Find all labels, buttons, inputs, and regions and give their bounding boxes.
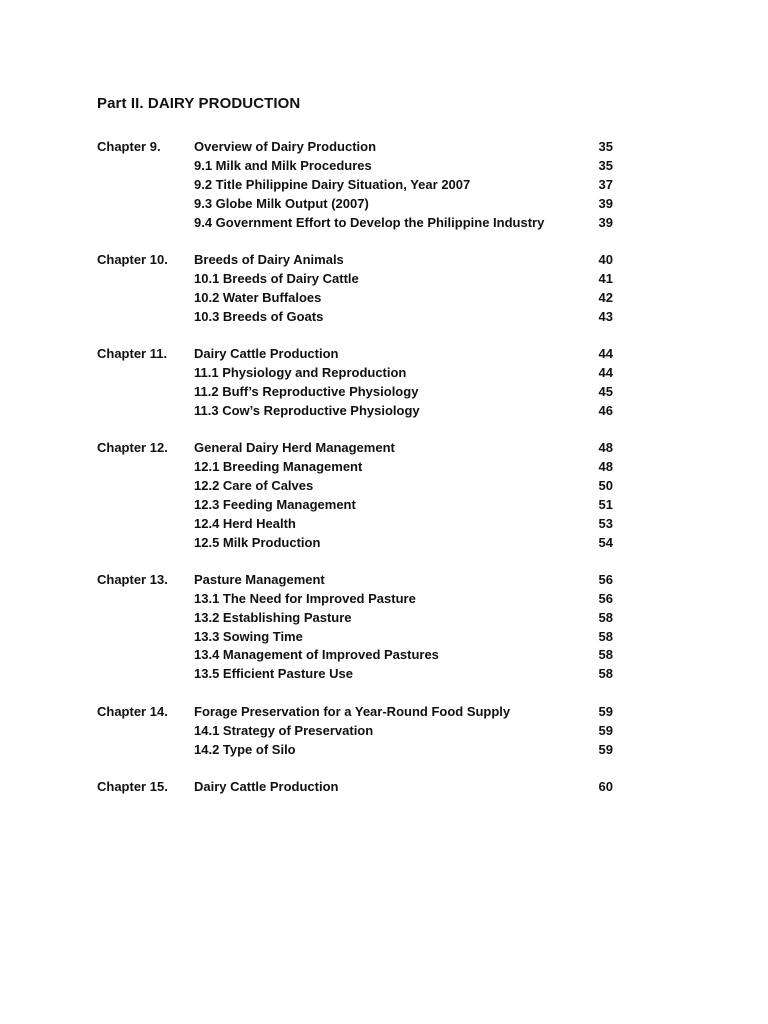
page-number: 35 [598,157,613,173]
section-row [97,477,617,496]
chapter-row [97,703,617,722]
section-row [97,308,617,327]
chapter-block [97,778,617,797]
chapter-title: Pasture Management [194,571,325,587]
chapter-title: Forage Preservation for a Year-Round Food Supply [194,703,511,719]
chapter-row [97,251,617,270]
page-number: 58 [598,609,613,625]
section-title: 13.2 Establishing Pasture [194,609,352,625]
page-number: 58 [598,628,613,644]
chapter-title: General Dairy Herd Management [194,440,395,456]
section-title: 13.1 The Need for Improved Pasture [194,590,416,606]
page-number: 40 [598,251,613,267]
section-title: 9.4 Government Effort to Develop the Philippine Industry [194,214,545,230]
section-row [97,214,617,233]
chapter-label: Chapter 12. [97,440,168,456]
page-number: 56 [598,590,613,606]
page-number: 43 [598,308,613,324]
section-row [97,270,617,289]
section-row [97,534,617,553]
page-number: 58 [598,647,613,663]
section-row [97,628,617,647]
chapter-label: Chapter 13. [97,571,168,587]
chapter-block [97,345,617,421]
section-title: 9.1 Milk and Milk Procedures [194,157,372,173]
chapter-row [97,138,617,157]
section-title: 12.2 Care of Calves [194,477,314,493]
page-number: 35 [598,139,613,154]
chapter-block [97,439,617,552]
page-number: 44 [598,346,613,362]
section-row [97,646,617,665]
section-title: 12.4 Herd Health [194,515,296,531]
chapter-title: Dairy Cattle Production [194,778,339,794]
section-row [97,289,617,308]
page-number: 51 [598,496,613,512]
section-title: 14.1 Strategy of Preservation [194,722,374,738]
page-number: 45 [598,383,613,399]
page-number: 39 [598,214,613,230]
chapter-title: Breeds of Dairy Animals [194,251,344,267]
chapter-label: Chapter 11. [97,346,168,362]
page-number: 48 [598,458,613,474]
section-title: 9.3 Globe Milk Output (2007) [194,195,369,211]
page-number: 53 [598,515,613,531]
chapter-label: Chapter 10. [97,251,168,267]
section-title: 12.5 Milk Production [194,534,321,550]
section-row [97,722,617,741]
section-row [97,609,617,628]
section-title: 10.1 Breeds of Dairy Cattle [194,270,359,286]
chapter-label: Chapter 14. [97,703,168,719]
chapter-row [97,439,617,458]
section-row [97,195,617,214]
section-row [97,402,617,421]
section-title: 14.2 Type of Silo [194,741,296,757]
chapter-block [97,251,617,327]
section-title: 13.4 Management of Improved Pastures [194,647,439,663]
section-row [97,496,617,515]
section-row [97,515,617,534]
section-row [97,665,617,684]
page-number: 50 [598,477,613,493]
chapter-row [97,778,617,797]
page-number: 56 [598,571,613,587]
page-number: 41 [598,270,613,286]
chapter-title: Overview of Dairy Production [194,139,377,154]
page-number: 60 [598,778,613,794]
section-title: 10.3 Breeds of Goats [194,308,324,324]
chapter-row [97,571,617,590]
page-number: 37 [598,176,613,192]
page-number: 44 [598,364,613,380]
part-title: Part II. DAIRY PRODUCTION [97,95,301,112]
section-title: 11.2 Buff’s Reproductive Physiology [194,383,419,399]
section-row [97,590,617,609]
section-row [97,458,617,477]
chapter-block [97,138,617,232]
section-row [97,157,617,176]
chapter-row [97,345,617,364]
section-title: 13.5 Efficient Pasture Use [194,666,353,682]
page-number: 48 [598,440,613,456]
page-number: 39 [598,195,613,211]
chapter-title: Dairy Cattle Production [194,346,339,362]
chapter-label: Chapter 9. [97,139,161,154]
page-number: 54 [598,534,613,550]
section-row [97,364,617,383]
page-number: 59 [598,722,613,738]
section-row [97,741,617,760]
section-title: 12.1 Breeding Management [194,458,363,474]
section-title: 11.3 Cow’s Reproductive Physiology [194,402,420,418]
section-row [97,176,617,195]
chapter-label: Chapter 15. [97,778,168,794]
page-number: 58 [598,666,613,682]
chapter-block [97,571,617,684]
section-title: 12.3 Feeding Management [194,496,356,512]
chapter-block [97,703,617,760]
section-title: 13.3 Sowing Time [194,628,303,644]
page-number: 59 [598,703,613,719]
section-title: 10.2 Water Buffaloes [194,289,322,305]
section-title: 9.2 Title Philippine Dairy Situation, Year 2007 [194,176,471,192]
table-of-contents [97,138,617,815]
section-title: 11.1 Physiology and Reproduction [194,364,407,380]
page-number: 59 [598,741,613,757]
page-number: 46 [598,402,613,418]
page-number: 42 [598,289,613,305]
section-row [97,383,617,402]
